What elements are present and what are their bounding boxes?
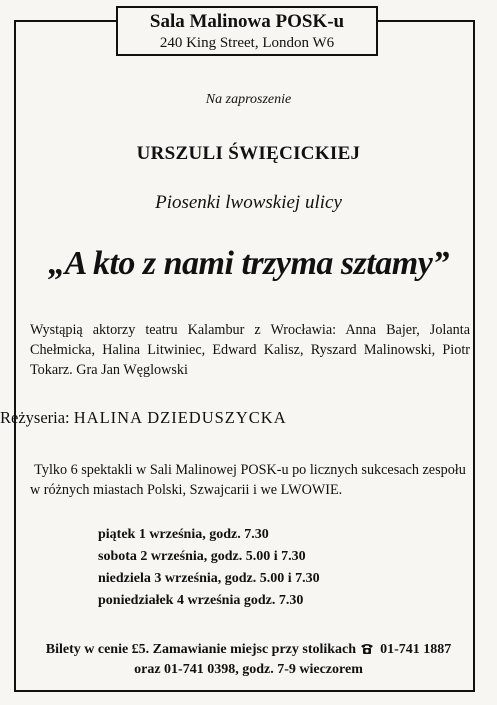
show-title: „A kto z nami trzyma sztamy” <box>48 245 449 282</box>
schedule-list <box>98 524 320 612</box>
venue-address: 240 King Street, London W6 <box>159 35 335 51</box>
schedule-item: sobota 2 września, godz. 5.00 i 7.30 <box>98 549 306 564</box>
tickets-phone-1: 01-741 1887 <box>380 642 452 657</box>
tickets-line-1 <box>0 640 497 660</box>
invitation-line: Na zaproszenie <box>205 92 292 107</box>
tickets-line-2: oraz 01-741 0398, godz. 7-9 wieczorem <box>134 662 363 677</box>
cast-paragraph: Wystąpią aktorzy teatru Kalambur z Wrocławia: Anna Bajer, Jolanta Chełmicka, Halina Litwiniec, Edward Kalisz, Ryszard Malinowski, Piotr Tokarz. Gra Jan Węglowski <box>30 322 470 378</box>
telephone-icon <box>360 643 374 654</box>
schedule-item: piątek 1 września, godz. 7.30 <box>98 527 269 542</box>
about-paragraph: Tylko 6 spektakli w Sali Malinowej POSK-u po licznych sukcesach zespołu w różnych miastach Polski, Szwajcarii i we LWOWIE. <box>30 462 466 498</box>
schedule-item: poniedziałek 4 września godz. 7.30 <box>98 593 304 608</box>
venue-name: Sala Malinowa POSK-u <box>149 11 345 32</box>
schedule-item: niedziela 3 września, godz. 5.00 i 7.30 <box>98 571 320 586</box>
venue-header <box>116 6 378 56</box>
show-subtitle: Piosenki lwowskiej ulicy <box>155 192 342 213</box>
tickets-text: Bilety w cenie £5. Zamawianie miejsc przy stolikach <box>45 642 357 657</box>
tickets-info <box>0 640 497 680</box>
performer-name: URSZULI ŚWIĘCICKIEJ <box>136 143 361 164</box>
director-label: Reżyseria: <box>0 408 70 427</box>
director-line <box>0 408 497 428</box>
director-name: HALINA DZIEDUSZYCKA <box>73 408 287 427</box>
